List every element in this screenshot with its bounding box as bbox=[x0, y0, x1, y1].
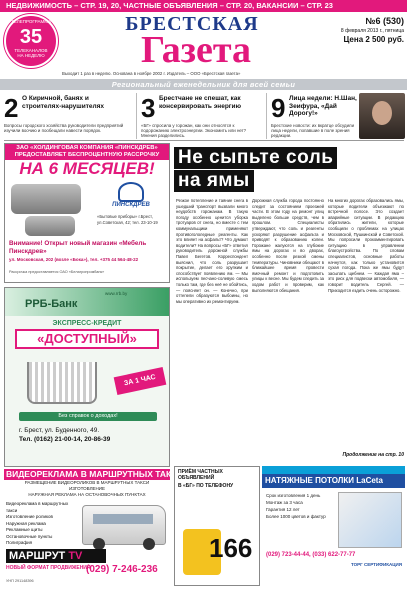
marshrut-tv-logo bbox=[6, 549, 106, 563]
taxi-ad-header: ВИДЕОРЕКЛАМА В МАРШРУТНЫХ ТАКСИ bbox=[6, 469, 184, 479]
rrb-dostupny: «ДОСТУПНЫЙ» bbox=[15, 329, 159, 349]
ad-pinskdrev-opening: Внимание! Открыт новый магазин «Мебель Пинскдрев» bbox=[9, 240, 147, 255]
seal-number: 35 bbox=[19, 26, 43, 48]
ad-pinskdrev-new-address: ул. Московская, 202 (возле «Бока»), тел. +375 44 564-48-22 bbox=[9, 257, 139, 262]
ad-pinskdrev-headline: НА 6 МЕСЯЦЕВ! bbox=[19, 159, 155, 178]
laceta-features bbox=[266, 492, 334, 520]
laceta-title: НАТЯЖНЫЕ ПОТОЛКИ LaCeta bbox=[262, 474, 405, 488]
ad-rrb-bank[interactable] bbox=[4, 287, 170, 467]
shopping-cart-icon bbox=[27, 362, 97, 404]
masthead-line2: Газета bbox=[140, 29, 252, 71]
logo-tv: TV bbox=[68, 550, 83, 562]
tagline-bar: Региональный еженедельник для всей семьи bbox=[0, 79, 407, 90]
laceta-footer: ТОРГ СЕРТИФИКАЦИЯ bbox=[351, 562, 402, 567]
private-ads-head: ПРИЁМ ЧАСТНЫХ ОБЪЯВЛЕНИЙ bbox=[178, 469, 223, 481]
ad-pinskdrev[interactable] bbox=[4, 143, 170, 283]
rrb-address: г. Брест, ул. Буденного, 49. bbox=[19, 427, 100, 434]
list-item: Монтаж за 3 часа bbox=[266, 500, 303, 505]
rrb-phone: Тел. (0162) 21-00-14, 20-86-39 bbox=[19, 436, 111, 443]
article-continue-link[interactable]: Продолжение на стр. 10 bbox=[342, 452, 404, 458]
minibus-wheel bbox=[143, 538, 155, 550]
divider bbox=[4, 140, 404, 141]
teaser-summary: Вопросы городского хозяйства руководители предприятий изучили воочию и пообещали навести порядок. bbox=[4, 123, 124, 134]
teaser-title: Лица недели: Н.Шан, Зеифура, «Дай Дорогу!» bbox=[289, 95, 357, 117]
seal-middle-text: ТЕЛЕКАНАЛОВ bbox=[14, 48, 48, 53]
teaser-summary: Брестские новости: их вкратце обсудили лица недели, попавшие в поле зрения редакции. bbox=[271, 123, 355, 139]
teaser-summary: «БГ» спросила у горожан, как они относятся к подорожанию электроэнергии. Экономить или нет? Мнения разделились. bbox=[141, 123, 247, 139]
masthead-line1: БРЕСТСКАЯ bbox=[125, 13, 259, 35]
portrait-face bbox=[372, 101, 392, 125]
rrb-express: ЭКСПРЕСС-КРЕДИТ bbox=[52, 320, 122, 327]
rrb-logo: РРБ-Банк bbox=[25, 298, 78, 310]
ad-pinskdrev-address: «Бытовые приборы» г.Брест, ул.Советская, 42; тел. 23-10-19 bbox=[97, 214, 158, 225]
taxi-ad-fineprint: УНП 291148396 bbox=[6, 579, 34, 583]
teaser-portrait-photo bbox=[359, 93, 405, 139]
rrb-one-hour: ЗА 1 ЧАС bbox=[114, 367, 167, 395]
taxi-ad-sub2: ИЗГОТОВЛЕНИЕ bbox=[68, 486, 106, 491]
list-item: Более 1000 цветов и фактур bbox=[266, 514, 326, 519]
minibus-windows bbox=[93, 514, 153, 524]
teaser-title: Брестчане не спешат, как консервировать энергию bbox=[159, 95, 242, 110]
taxi-ad-sub3: НАРУЖНАЯ РЕКЛАМА НА ОСТАНОВОЧНЫХ ПУНКТАХ bbox=[28, 492, 146, 497]
seal-top-text: ТЕЛЕПРОГРАММА bbox=[11, 19, 51, 24]
taxi-ad-services-list bbox=[6, 501, 78, 547]
article-column-2: Дорожная служба города постоянно следит за состоянием проезжей части. В этом году на ремонт улиц выделено больше средств, чем в прошлом. Специалисты утверждают, что соль и реагенты ускоряют разрушение асфальта и приводят к образованию колеи. Горожане жалуются на глубокие ямы на дорогах и во дворах, особенно после резкой смены температуры. Чиновники обещают в ближайшее время провести ямочный ремонт и подготовить улицы к весне. Мы будем следить за ходом работ и проверим, как выполняются обещания. bbox=[252, 198, 324, 293]
pinskdrev-logo-text: ПИНСКДРЕВ bbox=[112, 202, 150, 208]
issue-number: №6 (530) bbox=[365, 16, 404, 26]
main-headline[interactable] bbox=[174, 147, 404, 193]
seal-bottom-text: НА НЕДЕЛЮ bbox=[17, 53, 45, 58]
ad-marshrut-tv[interactable] bbox=[4, 469, 184, 589]
ad-pinskdrev-logo bbox=[101, 182, 161, 208]
ad-private-ads[interactable] bbox=[174, 466, 260, 586]
taxi-ad-sub1: РАЗМЕЩЕНИЕ ВИДЕОРОЛИКОВ В МАРШРУТНЫХ ТАКСИ bbox=[24, 480, 150, 485]
ad-pinskdrev-fineprint: Рассрочка предоставляется ОАО «Белагропромбанк» bbox=[9, 270, 105, 274]
private-ads-sub: В «БГ» ПО ТЕЛЕФОНУ bbox=[178, 483, 234, 489]
list-item: Срок изготовления 1 день bbox=[266, 493, 321, 498]
publisher-info: Выходит 1 раз в неделю. Основана в ноябре 2002 г. Издатель – ООО «Брестская газета» bbox=[62, 71, 241, 76]
list-item: Изготовление роликов bbox=[6, 514, 53, 519]
armchair-image bbox=[25, 216, 75, 236]
list-item: Видеореклама в маршрутных такси bbox=[6, 501, 69, 513]
ceiling-photo bbox=[338, 492, 402, 548]
teaser-2[interactable] bbox=[136, 93, 264, 139]
laceta-top-strip bbox=[262, 466, 405, 474]
taxi-ad-slogan: НОВЫЙ ФОРМАТ ПРОДВИЖЕНИЯ bbox=[6, 565, 91, 571]
teaser-3[interactable] bbox=[266, 93, 406, 139]
list-item: Остановочные пункты bbox=[6, 533, 53, 539]
main-headline-line1: Не сыпьте соль bbox=[174, 147, 337, 169]
list-item: Рекламные щиты bbox=[6, 527, 43, 532]
minibus-image bbox=[82, 505, 166, 545]
issue-date: 8 февраля 2013 г., пятница bbox=[340, 28, 404, 34]
sofa-image bbox=[11, 184, 81, 214]
section-index-bar: НЕДВИЖИМОСТЬ – СТР. 19, 20, ЧАСТНЫЕ ОБЪЯВЛЕНИЯ – СТР. 20, ВАКАНСИИ – СТР. 23 bbox=[0, 0, 407, 12]
teaser-page-number: 3 bbox=[141, 93, 156, 123]
tv-program-seal bbox=[4, 14, 58, 68]
list-item: Гарантия 12 лет bbox=[266, 507, 300, 512]
teaser-page-number: 2 bbox=[4, 93, 19, 123]
rrb-banner bbox=[5, 288, 169, 316]
teaser-title: О Киричной, банях и строителях-нарушителях bbox=[22, 95, 105, 110]
rrb-url[interactable]: www.rrb.by bbox=[105, 291, 128, 296]
article-column-1: Резкое потепление и таяние снега в ушедший транспорт вызвали много неудобств горожанам. В такую погоду особенно ценится уборка тротуаров от снега, но вместе с тем коммунальщики применяют противогололедные реагенты. Как это влияет на асфальт? Что думают водители? На вопросы «БГ» ответил руководитель дорожной службы Павел Бегетов. Корреспондент выяснил, что соль разрушает покрытие, делает его хрупким и способствует появлению ям. — Мы используем песчано-солевую смесь только там, где без неё не обойтись, — поясняет он. — Конечно, при оттепели образуются выбоины, но мы оперативно их ремонтируем. bbox=[176, 198, 248, 304]
laceta-phone: (029) 723-44-44, (033) 622-77-77 bbox=[266, 552, 356, 558]
list-item: Полиграфия bbox=[6, 540, 33, 545]
rrb-no-proof-button[interactable]: Без справок о доходах! bbox=[19, 412, 157, 421]
logo-word: МАРШРУТ bbox=[9, 550, 66, 562]
list-item: Наружная реклама bbox=[6, 520, 46, 526]
article-column-3: На многих дорогах образовались ямы, которые водители объезжают по встречной полосе. Это создает аварийные ситуации. В редакцию обратились жители, которые сообщили о проблемах на улицах Московской, Пушкинской и Советской. Мы попросили прокомментировать ситуацию в управлении благоустройства. По словам специалистов, основные работы начнутся, как только установится сухая погода. Пока же ямы будут засыпать щебнем. — Каждая яма – это риск для подвески автомобиля, — говорит водитель Сергей. — Приходится ездить очень осторожно. bbox=[328, 198, 404, 293]
private-ads-number: 166 bbox=[209, 533, 253, 563]
teaser-1[interactable] bbox=[4, 93, 134, 139]
main-headline-line2: на ямы bbox=[174, 170, 254, 192]
teaser-page-number: 9 bbox=[271, 93, 286, 123]
pinskdrev-logo-icon bbox=[118, 182, 144, 202]
issue-price: Цена 2 500 руб. bbox=[343, 35, 404, 44]
taxi-ad-phone: (029) 7-246-236 bbox=[86, 564, 158, 575]
ad-laceta[interactable] bbox=[262, 466, 405, 589]
ad-pinskdrev-header: ЗАО «ХОЛДИНГОВАЯ КОМПАНИЯ «ПИНСКДРЕВ» ПРЕДОСТАВЛЯЕТ БЕСПРОЦЕНТНУЮ РАССРОЧКУ bbox=[5, 144, 169, 160]
